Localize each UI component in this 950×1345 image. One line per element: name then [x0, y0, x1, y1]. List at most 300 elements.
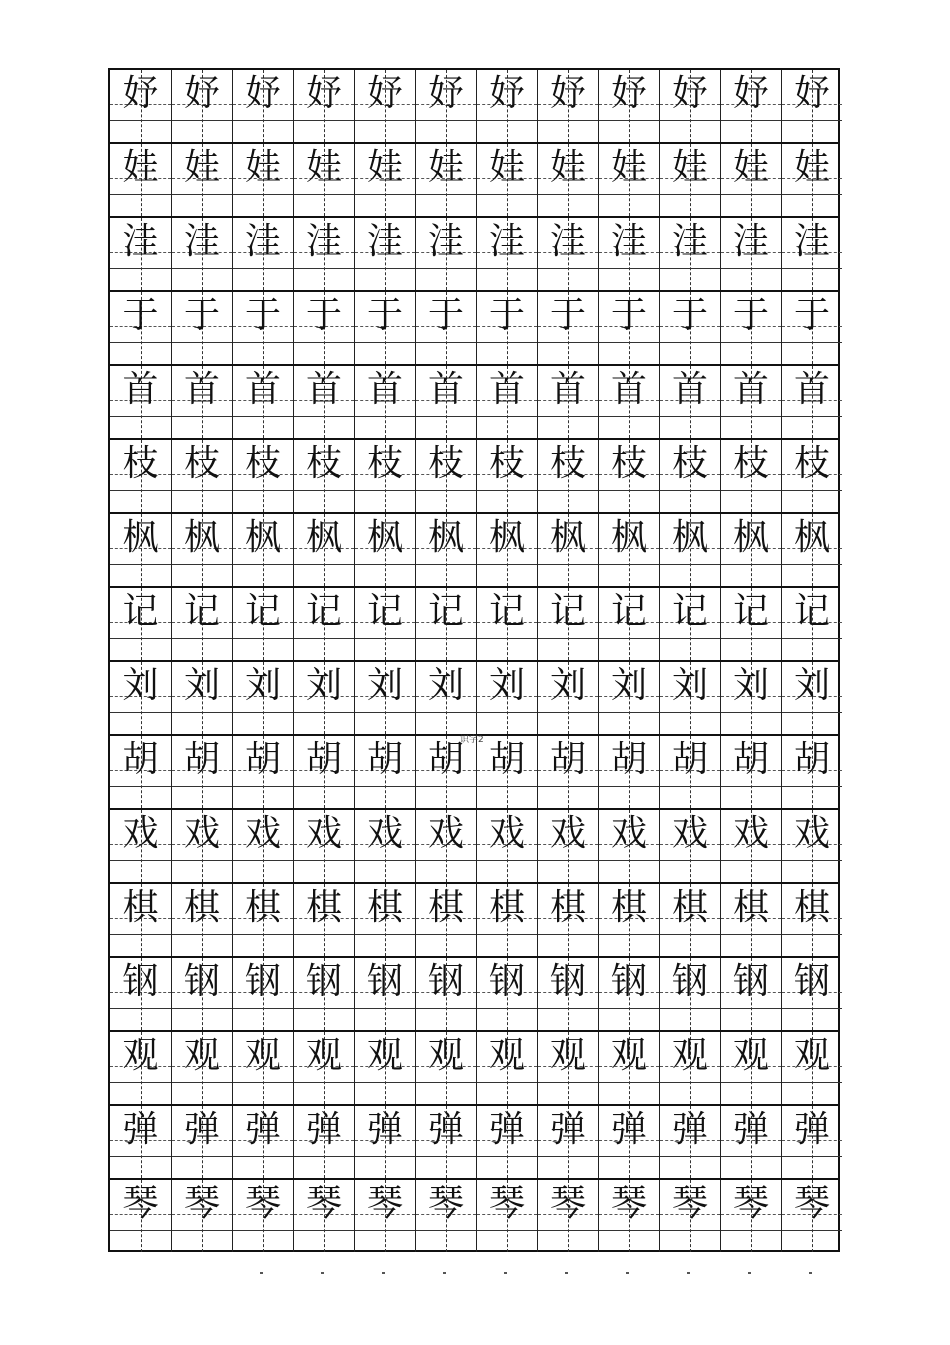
grid-cell	[537, 1106, 598, 1178]
tick-mark	[504, 1272, 507, 1274]
grid-cell	[110, 1106, 171, 1178]
grid-cell	[171, 440, 232, 512]
practice-character: 枝	[122, 443, 159, 484]
grid-cell	[781, 1032, 842, 1104]
practice-character: 妤	[488, 73, 525, 114]
grid-cell	[415, 662, 476, 734]
practice-character: 刘	[793, 665, 830, 706]
practice-character: 娃	[549, 147, 586, 188]
practice-character: 于	[793, 295, 830, 336]
grid-cell	[720, 366, 781, 438]
practice-character: 钢	[610, 961, 647, 1002]
grid-cell	[232, 1106, 293, 1178]
practice-character: 于	[488, 295, 525, 336]
grid-cell	[171, 70, 232, 142]
grid-cell	[720, 218, 781, 290]
practice-character: 娃	[671, 147, 708, 188]
practice-character: 钢	[488, 961, 525, 1002]
practice-character: 观	[183, 1035, 220, 1076]
tick-mark	[443, 1272, 446, 1274]
practice-character: 于	[183, 295, 220, 336]
grid-cell	[537, 884, 598, 956]
practice-character: 钢	[244, 961, 281, 1002]
practice-character: 记	[305, 591, 342, 632]
grid-cell	[659, 662, 720, 734]
practice-character: 胡	[549, 739, 586, 780]
grid-cell	[171, 662, 232, 734]
grid-cell	[598, 1180, 659, 1252]
grid-cell	[232, 736, 293, 808]
practice-character: 首	[305, 369, 342, 410]
grid-cell	[781, 810, 842, 882]
practice-character: 洼	[427, 221, 464, 262]
practice-character: 妤	[793, 73, 830, 114]
grid-cell	[232, 366, 293, 438]
practice-character: 琴	[122, 1183, 159, 1224]
grid-cell	[781, 662, 842, 734]
practice-character: 首	[488, 369, 525, 410]
grid-cell	[415, 366, 476, 438]
practice-character: 胡	[122, 739, 159, 780]
grid-cell	[293, 884, 354, 956]
practice-character: 首	[732, 369, 769, 410]
grid-cell	[171, 218, 232, 290]
practice-character: 于	[366, 295, 403, 336]
practice-character: 枝	[366, 443, 403, 484]
grid-cell	[537, 144, 598, 216]
grid-cell	[598, 736, 659, 808]
practice-character: 刘	[732, 665, 769, 706]
grid-cell	[720, 736, 781, 808]
grid-cell	[293, 218, 354, 290]
practice-character: 于	[244, 295, 281, 336]
writing-grid-sheet	[108, 68, 840, 1252]
grid-cell	[415, 1032, 476, 1104]
grid-cell	[110, 514, 171, 586]
grid-cell	[781, 1106, 842, 1178]
practice-character: 弹	[305, 1109, 342, 1150]
grid-cell	[110, 1032, 171, 1104]
practice-character: 于	[732, 295, 769, 336]
grid-cell	[659, 810, 720, 882]
grid-cell	[171, 292, 232, 364]
practice-character: 刘	[122, 665, 159, 706]
grid-cell	[110, 1180, 171, 1252]
practice-character: 妤	[549, 73, 586, 114]
grid-cell	[598, 366, 659, 438]
practice-character: 胡	[488, 739, 525, 780]
grid-cell	[720, 1106, 781, 1178]
grid-row	[110, 216, 838, 290]
grid-cell	[232, 292, 293, 364]
practice-character: 刘	[244, 665, 281, 706]
grid-cell	[293, 514, 354, 586]
practice-character: 首	[427, 369, 464, 410]
grid-cell	[293, 1032, 354, 1104]
tick-mark	[626, 1272, 629, 1274]
grid-cell	[171, 884, 232, 956]
practice-character: 弹	[122, 1109, 159, 1150]
grid-cell	[781, 440, 842, 512]
grid-cell	[537, 810, 598, 882]
practice-character: 洼	[671, 221, 708, 262]
practice-character: 戏	[122, 813, 159, 854]
grid-cell	[781, 514, 842, 586]
grid-cell	[720, 70, 781, 142]
practice-character: 棋	[671, 887, 708, 928]
practice-character: 琴	[610, 1183, 647, 1224]
grid-cell	[476, 884, 537, 956]
practice-character: 枫	[793, 517, 830, 558]
practice-character: 记	[427, 591, 464, 632]
grid-cell	[232, 144, 293, 216]
practice-character: 首	[366, 369, 403, 410]
practice-character: 棋	[305, 887, 342, 928]
practice-character: 妤	[427, 73, 464, 114]
tick-mark	[687, 1272, 690, 1274]
grid-cell	[781, 292, 842, 364]
practice-character: 观	[488, 1035, 525, 1076]
practice-character: 钢	[549, 961, 586, 1002]
grid-cell	[598, 662, 659, 734]
practice-character: 刘	[488, 665, 525, 706]
practice-character: 胡	[427, 739, 464, 780]
grid-cell	[659, 1032, 720, 1104]
practice-character: 洼	[183, 221, 220, 262]
practice-character: 记	[244, 591, 281, 632]
practice-character: 妤	[183, 73, 220, 114]
grid-cell	[781, 218, 842, 290]
practice-character: 妤	[610, 73, 647, 114]
practice-character: 戏	[549, 813, 586, 854]
practice-character: 弹	[366, 1109, 403, 1150]
grid-cell	[293, 440, 354, 512]
grid-cell	[476, 144, 537, 216]
practice-character: 娃	[244, 147, 281, 188]
practice-character: 娃	[366, 147, 403, 188]
tick-mark	[748, 1272, 751, 1274]
grid-cell	[110, 958, 171, 1030]
grid-cell	[415, 884, 476, 956]
grid-cell	[232, 1032, 293, 1104]
practice-character: 洼	[488, 221, 525, 262]
grid-cell	[720, 1180, 781, 1252]
practice-character: 观	[732, 1035, 769, 1076]
grid-cell	[476, 70, 537, 142]
grid-cell	[293, 588, 354, 660]
grid-cell	[720, 514, 781, 586]
grid-cell	[537, 1032, 598, 1104]
practice-character: 弹	[183, 1109, 220, 1150]
grid-cell	[720, 810, 781, 882]
grid-cell	[415, 292, 476, 364]
practice-character: 棋	[183, 887, 220, 928]
practice-character: 钢	[732, 961, 769, 1002]
practice-character: 首	[183, 369, 220, 410]
grid-cell	[659, 218, 720, 290]
practice-character: 于	[305, 295, 342, 336]
practice-character: 洼	[610, 221, 647, 262]
practice-character: 观	[427, 1035, 464, 1076]
grid-cell	[415, 736, 476, 808]
practice-character: 观	[244, 1035, 281, 1076]
practice-character: 首	[793, 369, 830, 410]
practice-character: 戏	[732, 813, 769, 854]
practice-character: 枫	[427, 517, 464, 558]
practice-character: 枝	[427, 443, 464, 484]
grid-row	[110, 808, 838, 882]
practice-character: 胡	[366, 739, 403, 780]
grid-row	[110, 290, 838, 364]
grid-cell	[476, 292, 537, 364]
grid-cell	[781, 736, 842, 808]
practice-character: 妤	[244, 73, 281, 114]
practice-character: 枝	[549, 443, 586, 484]
practice-character: 枝	[488, 443, 525, 484]
grid-cell	[232, 440, 293, 512]
practice-character: 妤	[122, 73, 159, 114]
grid-row	[110, 1104, 838, 1178]
tick-mark	[809, 1272, 812, 1274]
grid-row	[110, 734, 838, 808]
grid-cell	[537, 514, 598, 586]
grid-row	[110, 882, 838, 956]
practice-character: 棋	[122, 887, 159, 928]
practice-character: 记	[610, 591, 647, 632]
practice-character: 胡	[183, 739, 220, 780]
grid-cell	[171, 144, 232, 216]
practice-character: 琴	[549, 1183, 586, 1224]
practice-character: 娃	[183, 147, 220, 188]
grid-cell	[659, 884, 720, 956]
practice-character: 娃	[732, 147, 769, 188]
grid-row	[110, 364, 838, 438]
practice-character: 枝	[244, 443, 281, 484]
grid-cell	[537, 958, 598, 1030]
grid-cell	[354, 588, 415, 660]
grid-row	[110, 68, 838, 142]
grid-cell	[110, 884, 171, 956]
grid-cell	[354, 70, 415, 142]
grid-cell	[598, 810, 659, 882]
grid-cell	[598, 292, 659, 364]
practice-character: 戏	[610, 813, 647, 854]
grid-cell	[415, 218, 476, 290]
tick-mark	[260, 1272, 263, 1274]
practice-character: 胡	[305, 739, 342, 780]
grid-cell	[476, 588, 537, 660]
practice-character: 枝	[671, 443, 708, 484]
practice-character: 弹	[244, 1109, 281, 1150]
practice-character: 琴	[793, 1183, 830, 1224]
practice-character: 胡	[793, 739, 830, 780]
practice-character: 观	[122, 1035, 159, 1076]
grid-cell	[537, 366, 598, 438]
practice-character: 枫	[122, 517, 159, 558]
grid-cell	[659, 292, 720, 364]
practice-character: 弹	[793, 1109, 830, 1150]
grid-cell	[110, 70, 171, 142]
grid-cell	[659, 736, 720, 808]
practice-character: 戏	[671, 813, 708, 854]
grid-cell	[354, 144, 415, 216]
grid-cell	[110, 588, 171, 660]
grid-cell	[659, 958, 720, 1030]
practice-character: 洼	[793, 221, 830, 262]
grid-cell	[415, 440, 476, 512]
grid-cell	[659, 1180, 720, 1252]
grid-cell	[537, 1180, 598, 1252]
practice-character: 记	[671, 591, 708, 632]
practice-character: 观	[305, 1035, 342, 1076]
practice-character: 首	[549, 369, 586, 410]
grid-row	[110, 660, 838, 734]
practice-character: 洼	[549, 221, 586, 262]
grid-cell	[476, 366, 537, 438]
grid-cell	[537, 588, 598, 660]
grid-cell	[598, 144, 659, 216]
practice-character: 于	[549, 295, 586, 336]
tick-mark	[382, 1272, 385, 1274]
practice-character: 琴	[488, 1183, 525, 1224]
practice-character: 刘	[427, 665, 464, 706]
practice-character: 钢	[183, 961, 220, 1002]
grid-row	[110, 142, 838, 216]
grid-cell	[415, 144, 476, 216]
grid-cell	[476, 1180, 537, 1252]
practice-character: 钢	[671, 961, 708, 1002]
grid-cell	[232, 958, 293, 1030]
practice-character: 枫	[610, 517, 647, 558]
practice-character: 钢	[793, 961, 830, 1002]
grid-cell	[171, 810, 232, 882]
grid-cell	[659, 144, 720, 216]
practice-character: 棋	[732, 887, 769, 928]
grid-cell	[171, 366, 232, 438]
grid-cell	[598, 440, 659, 512]
practice-character: 刘	[305, 665, 342, 706]
practice-character: 记	[122, 591, 159, 632]
grid-cell	[598, 1106, 659, 1178]
practice-character: 棋	[793, 887, 830, 928]
practice-character: 棋	[488, 887, 525, 928]
practice-character: 娃	[305, 147, 342, 188]
grid-cell	[354, 884, 415, 956]
grid-cell	[171, 1032, 232, 1104]
grid-cell	[476, 1106, 537, 1178]
grid-row	[110, 586, 838, 660]
practice-character: 刘	[610, 665, 647, 706]
grid-cell	[110, 810, 171, 882]
grid-cell	[415, 70, 476, 142]
grid-cell	[293, 70, 354, 142]
grid-cell	[354, 1032, 415, 1104]
grid-cell	[232, 588, 293, 660]
practice-character: 弹	[427, 1109, 464, 1150]
grid-cell	[293, 662, 354, 734]
grid-cell	[720, 958, 781, 1030]
practice-character: 弹	[488, 1109, 525, 1150]
practice-character: 妤	[305, 73, 342, 114]
practice-character: 娃	[427, 147, 464, 188]
grid-cell	[171, 736, 232, 808]
practice-character: 琴	[305, 1183, 342, 1224]
grid-cell	[293, 1106, 354, 1178]
grid-cell	[598, 958, 659, 1030]
grid-cell	[293, 144, 354, 216]
grid-cell	[659, 70, 720, 142]
practice-character: 于	[427, 295, 464, 336]
grid-cell	[476, 810, 537, 882]
practice-character: 刘	[549, 665, 586, 706]
grid-cell	[476, 736, 537, 808]
grid-row	[110, 956, 838, 1030]
grid-row	[110, 1178, 838, 1252]
grid-cell	[232, 218, 293, 290]
grid-cell	[598, 1032, 659, 1104]
grid-cell	[232, 1180, 293, 1252]
grid-cell	[354, 736, 415, 808]
grid-cell	[537, 70, 598, 142]
practice-character: 枫	[488, 517, 525, 558]
grid-cell	[110, 144, 171, 216]
practice-character: 钢	[427, 961, 464, 1002]
grid-row	[110, 1030, 838, 1104]
grid-cell	[232, 662, 293, 734]
tick-mark	[321, 1272, 324, 1274]
grid-cell	[598, 588, 659, 660]
practice-character: 娃	[122, 147, 159, 188]
practice-character: 胡	[732, 739, 769, 780]
grid-cell	[720, 292, 781, 364]
grid-cell	[354, 292, 415, 364]
grid-cell	[171, 514, 232, 586]
practice-character: 胡	[610, 739, 647, 780]
grid-cell	[598, 884, 659, 956]
practice-character: 戏	[793, 813, 830, 854]
practice-character: 记	[793, 591, 830, 632]
grid-cell	[232, 884, 293, 956]
practice-character: 棋	[244, 887, 281, 928]
grid-cell	[354, 958, 415, 1030]
grid-cell	[415, 958, 476, 1030]
page-footer-label: 识字2	[460, 735, 484, 745]
grid-cell	[476, 1032, 537, 1104]
practice-character: 弹	[610, 1109, 647, 1150]
practice-character: 于	[122, 295, 159, 336]
practice-character: 棋	[610, 887, 647, 928]
grid-cell	[720, 662, 781, 734]
grid-cell	[232, 70, 293, 142]
grid-cell	[354, 440, 415, 512]
grid-cell	[476, 514, 537, 586]
practice-character: 琴	[183, 1183, 220, 1224]
grid-cell	[354, 514, 415, 586]
grid-cell	[537, 440, 598, 512]
practice-character: 妤	[671, 73, 708, 114]
practice-character: 枫	[305, 517, 342, 558]
grid-cell	[110, 736, 171, 808]
grid-cell	[293, 366, 354, 438]
grid-cell	[720, 588, 781, 660]
practice-character: 钢	[122, 961, 159, 1002]
grid-cell	[476, 958, 537, 1030]
practice-character: 琴	[427, 1183, 464, 1224]
grid-cell	[110, 218, 171, 290]
practice-character: 洼	[122, 221, 159, 262]
grid-cell	[537, 292, 598, 364]
practice-character: 洼	[305, 221, 342, 262]
